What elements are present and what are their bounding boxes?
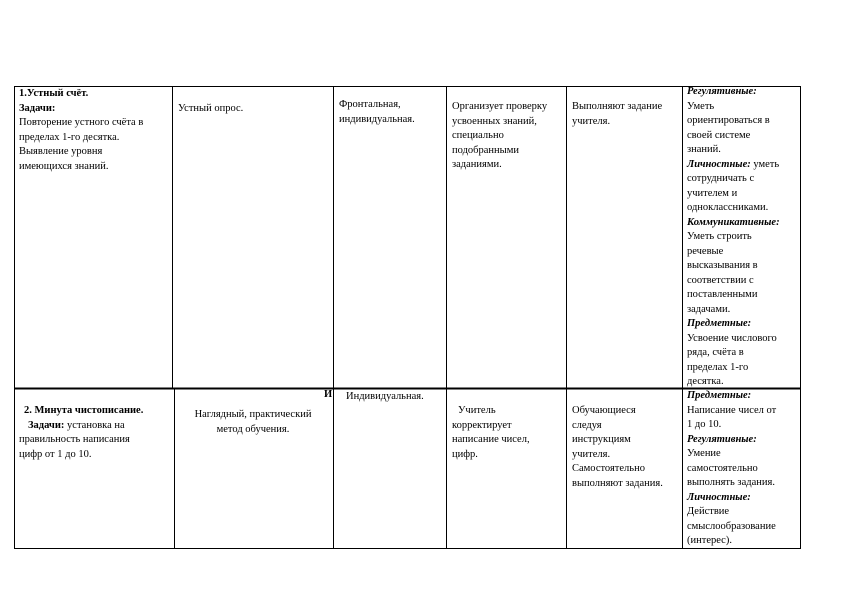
row1-tasks-line: Выявление уровня [19, 146, 103, 157]
row2-method-line: Наглядный, практический [194, 409, 312, 420]
row1-tasks-line: Повторение устного счёта в [19, 117, 144, 128]
row2-uud-line: Действие [687, 506, 730, 517]
row2-students-line: инструкциям [572, 434, 631, 445]
row2-teacher-line: написание чисел, [452, 434, 530, 445]
row2-uud-line: Написание чисел от [687, 404, 777, 416]
row2-form-text: Индивидуальная. [346, 391, 424, 402]
row1-tasks-line: пределах 1-го десятка. [19, 131, 120, 143]
row1-uud-line: высказывания в [687, 260, 758, 271]
row1-uud-line: учителем и [687, 187, 738, 199]
row2-uud-line: 1 до 10. [687, 419, 722, 430]
row1-uud-line: уметь [753, 158, 780, 170]
row1-teacher-line: усвоенных знаний, [452, 115, 537, 127]
row1-teacher-line: подобранными [452, 144, 519, 156]
row1-uud-line: соответствии с [687, 274, 754, 286]
row1-uud-line: ориентироваться в [687, 115, 770, 126]
row1-form-line: индивидуальная. [339, 113, 415, 125]
row2-students-line: Самостоятельно [572, 463, 645, 474]
row1-students-cell [572, 100, 680, 129]
row1-uud-line: своей системе [687, 129, 751, 141]
row2-uud-label: Личностные: [687, 491, 751, 503]
row2-teacher-line: цифр. [452, 448, 478, 460]
row2-uud-line: смыслообразование [687, 520, 776, 532]
row1-uud-line: одноклассниками. [687, 202, 769, 213]
row1-uud-line: поставленными [687, 289, 758, 300]
row2-stage-title: 2. Минута чистописание. [24, 405, 144, 416]
row2-tasks-text: установка на [67, 419, 125, 431]
row1-stage-title: 1.Устный счёт. [19, 88, 89, 99]
row2-stage-cell [19, 404, 173, 462]
row1-uud-line: Уметь строить [687, 231, 752, 242]
row1-form-line: Фронтальная, [339, 99, 401, 110]
row1-uud-line: задачами. [687, 303, 731, 315]
row1-uud-line: пределах 1-го [687, 361, 749, 373]
row2-uud-label: Регулятивные: [687, 433, 757, 445]
row1-students-line: учителя. [572, 115, 611, 127]
row1-uud-label: Регулятивные: [687, 86, 757, 97]
row1-uud-label: Коммуникативные: [687, 216, 780, 228]
row1-uud-line: десятка. [687, 376, 724, 387]
row2-method-mark: И [324, 389, 333, 400]
row1-tasks-label: Задачи: [19, 102, 56, 114]
row1-tasks-line: имеющихся знаний. [19, 160, 109, 172]
row2-students-line: Обучающиеся [572, 405, 636, 416]
row1-form-cell [339, 98, 444, 127]
row1-uud-line: Уметь [687, 100, 715, 112]
row2-students-line: учителя. [572, 448, 611, 460]
row2-students-line: выполняют задания. [572, 477, 663, 489]
row1-uud-label: Личностные: [687, 158, 751, 170]
row2-method-cell [178, 408, 328, 437]
row2-uud-line: (интерес). [687, 535, 732, 546]
row2-teacher-line: Учитель [458, 405, 496, 416]
row1-teacher-cell [452, 100, 564, 173]
row2-uud-line: выполнять задания. [687, 477, 775, 488]
row1-uud-cell [687, 85, 799, 390]
row2-form-cell [346, 390, 444, 405]
row2-uud-label: Предметные: [687, 390, 752, 401]
row1-uud-line: Усвоение числового [687, 332, 777, 344]
row1-teacher-line: специально [452, 130, 504, 141]
row1-method-text: Устный опрос. [178, 103, 244, 114]
row1-teacher-line: Организует проверку [452, 101, 548, 112]
row1-uud-line: речевые [687, 245, 724, 257]
row1-uud-line: сотрудничать с [687, 173, 755, 184]
row1-uud-line: ряда, счёта в [687, 347, 744, 358]
row1-teacher-line: заданиями. [452, 159, 502, 170]
row2-uud-cell [687, 389, 799, 549]
row2-method-line: метод обучения. [216, 423, 290, 435]
row2-teacher-cell [452, 404, 564, 462]
row2-uud-line: самостоятельно [687, 462, 758, 474]
row2-students-cell [572, 404, 680, 491]
row2-tasks-label: Задачи: [28, 419, 65, 431]
row2-students-line: следуя [572, 419, 602, 431]
row1-method-cell [178, 102, 328, 117]
row1-students-line: Выполняют задание [572, 101, 663, 112]
row1-stage-cell [19, 87, 171, 174]
row2-tasks-line: цифр от 1 до 10. [19, 448, 92, 460]
row1-uud-line: знаний. [687, 144, 721, 155]
row2-teacher-line: корректирует [452, 419, 512, 431]
row2-tasks-line: правильность написания [19, 434, 130, 445]
row1-uud-label: Предметные: [687, 318, 752, 329]
row2-uud-line: Умение [687, 448, 721, 459]
